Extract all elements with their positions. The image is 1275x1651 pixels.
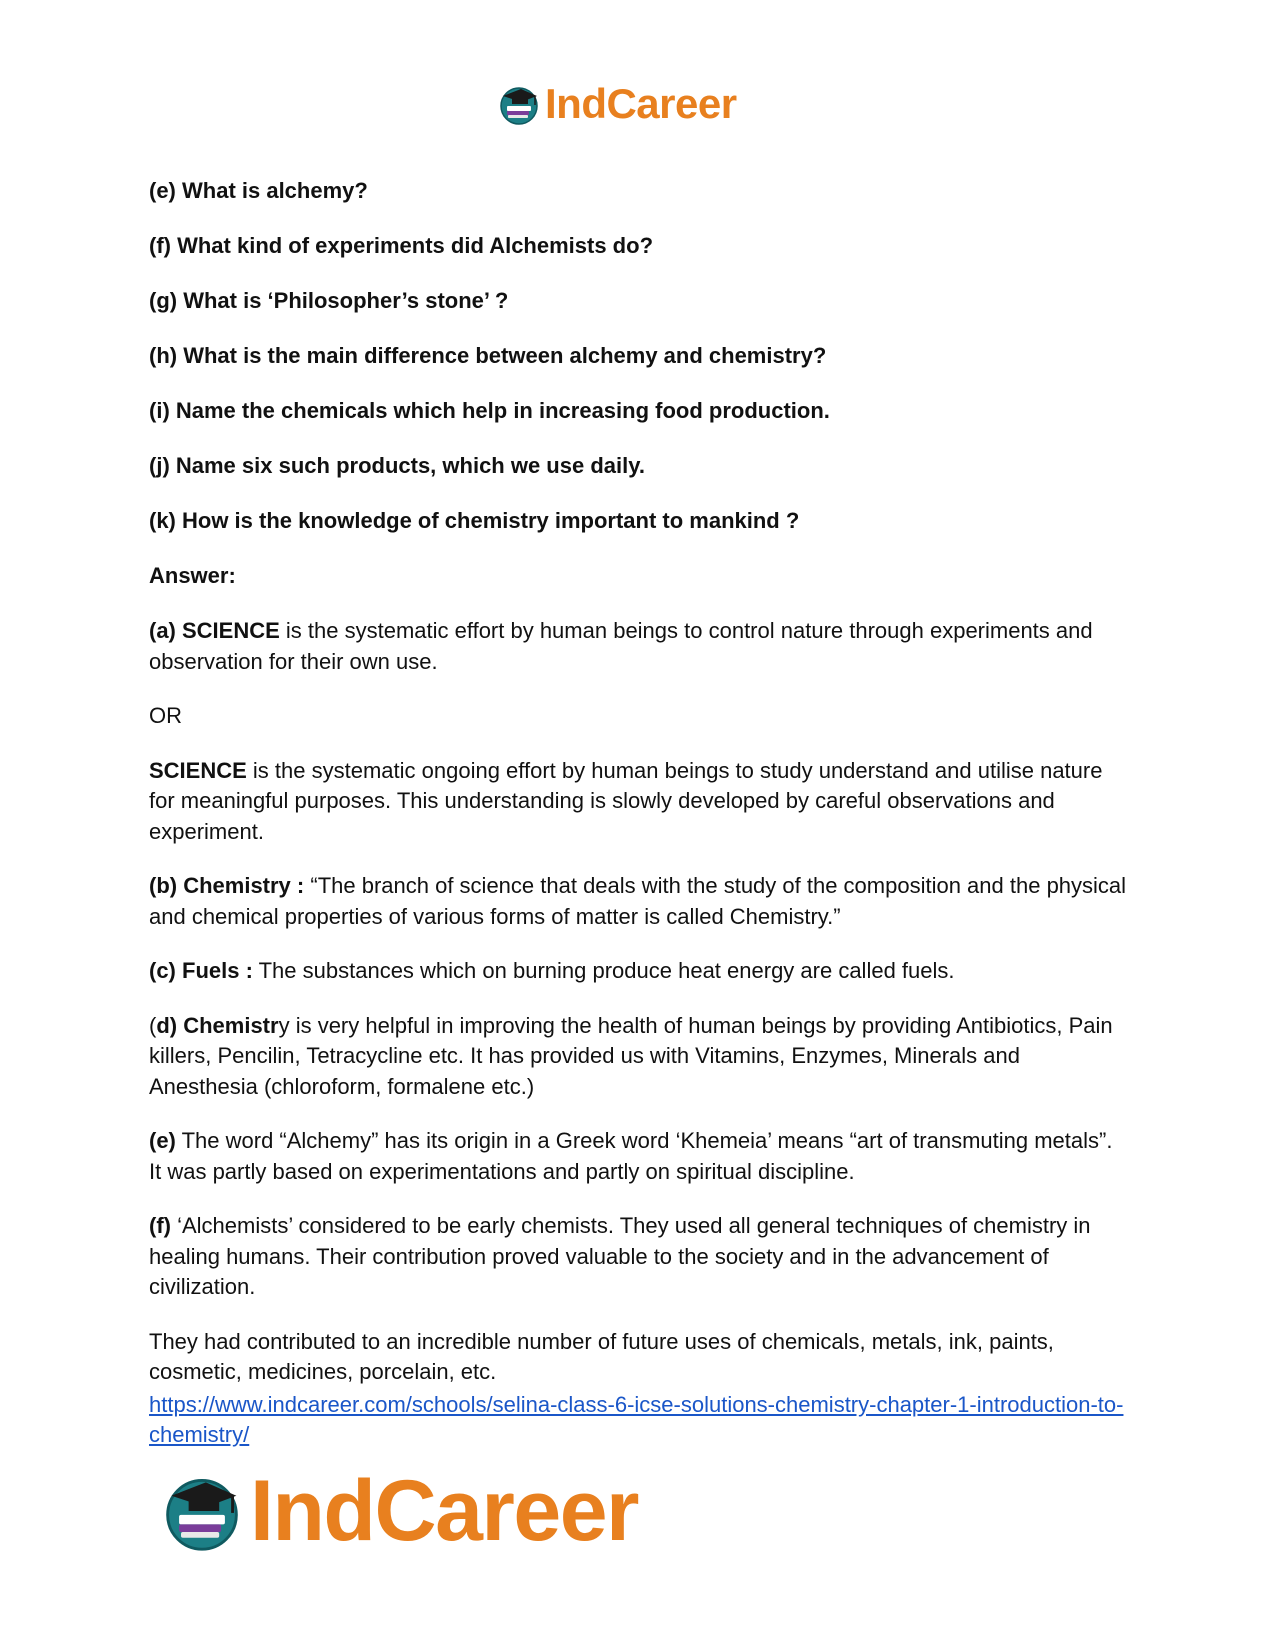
answer-d — [149, 1011, 1129, 1103]
answer-a-label: (a) SCIENCE — [149, 618, 280, 643]
answer-f-continued: They had contributed to an incredible number of future uses of chemicals, metals, ink, paints, cosmetic, medicines, porcelain, etc. — [149, 1328, 1054, 1384]
brand-name: IndCareer — [545, 80, 737, 127]
answer-a — [149, 616, 1129, 677]
source-link[interactable]: https://www.indcareer.com/schools/selina-class-6-icse-solutions-chemistry-chapter-1-introduction-to-chemistry/ — [149, 1391, 1124, 1447]
answer-science-definition — [149, 756, 1129, 848]
question-i: (i) Name the chemicals which help in increasing food production. — [149, 398, 830, 423]
question-j: (j) Name six such products, which we use daily. — [149, 453, 645, 478]
question-g: (g) What is ‘Philosopher’s stone’ ? — [149, 288, 509, 313]
answer-f-text: ‘Alchemists’ considered to be early chemists. They used all general techniques of chemistry in healing humans. Their contribution proved valuable to the society and in the advancement of civilization. — [149, 1213, 1091, 1299]
answer-b-text: “The branch of science that deals with the study of the composition and the physical and chemical properties of various forms of matter is called Chemistry.” — [149, 873, 1127, 929]
answer-f-label: (f) — [149, 1213, 171, 1238]
answer-heading: Answer: — [149, 563, 236, 588]
answer-c — [149, 956, 1129, 987]
header-logo — [497, 78, 737, 130]
answer-d-label: d) Chemistr — [156, 1012, 279, 1038]
question-e: (e) What is alchemy? — [149, 178, 368, 203]
graduation-cap-books-icon — [497, 82, 541, 126]
answer-b-label: (b) Chemistry : — [149, 873, 305, 898]
question-h: (h) What is the main difference between alchemy and chemistry? — [149, 343, 827, 368]
footer-brand-name: IndCareer — [250, 1462, 638, 1559]
question-k: (k) How is the knowledge of chemistry important to mankind ? — [149, 508, 800, 533]
answer-c-text: The substances which on burning produce heat energy are called fuels. — [252, 958, 955, 983]
answer-f — [149, 1211, 1129, 1303]
question-f: (f) What kind of experiments did Alchemists do? — [149, 233, 654, 258]
answer-e-label: (e) — [149, 1128, 176, 1153]
document-body — [149, 176, 1129, 1451]
answer-d-text: y is very helpful in improving the health of human beings by providing Antibiotics, Pain killers, Pencilin, Tetracycline etc. It has provided us with Vitamins, Enzymes, Minerals and Anesthesia (chloroform, formalene etc.) — [149, 1012, 1113, 1099]
science-text: is the systematic ongoing effort by human beings to study understand and utilise nature for meaningful purposes. This understanding is slowly developed by careful observations and experiment. — [149, 757, 1103, 844]
answer-e-text: The word “Alchemy” has its origin in a Greek word ‘Khemeia’ means “art of transmuting metals”. It was partly based on experimentations and partly on spiritual discipline. — [149, 1128, 1113, 1184]
science-label: SCIENCE — [149, 757, 247, 783]
answer-or: OR — [149, 703, 182, 728]
answer-a-text: is the systematic effort by human beings to control nature through experiments and observation for their own use. — [149, 618, 1093, 674]
answer-b — [149, 871, 1129, 932]
answer-d-prefix: ( — [149, 1012, 157, 1038]
answer-e — [149, 1126, 1129, 1187]
graduation-cap-books-icon — [160, 1469, 244, 1553]
footer-logo — [160, 1462, 638, 1559]
answer-c-label: (c) Fuels : — [149, 958, 253, 983]
